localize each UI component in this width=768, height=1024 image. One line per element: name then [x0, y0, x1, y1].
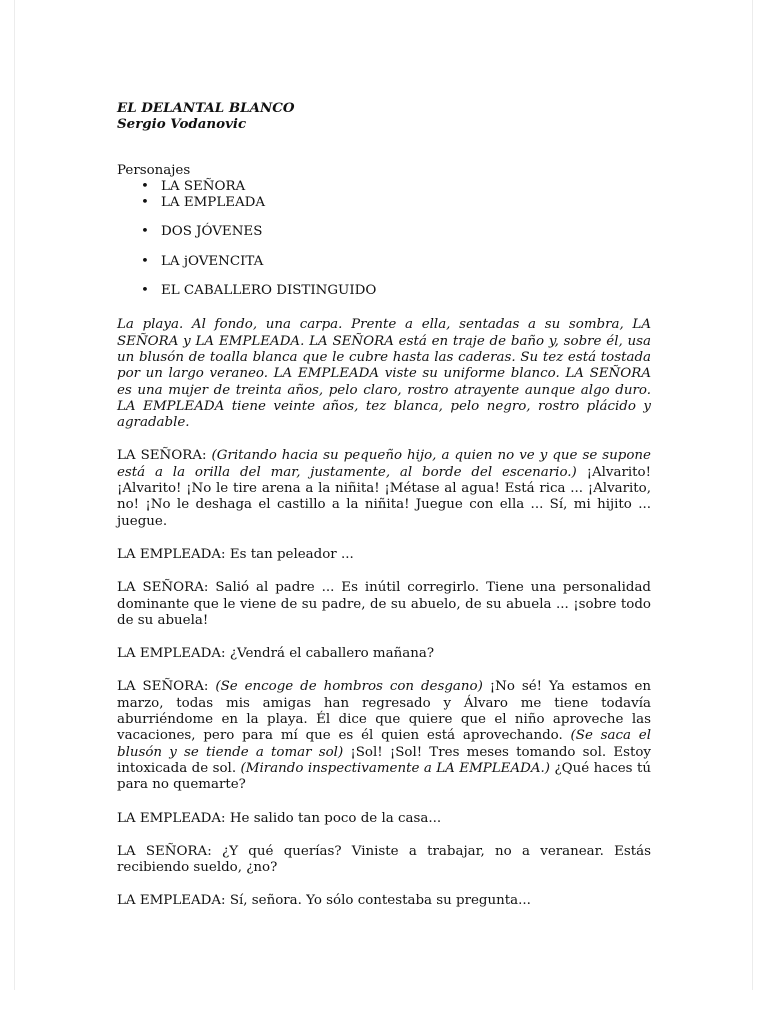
spoken-text: ¡Sol! ¡Sol! Tres meses tomando sol. Estoy intoxicada de sol. — [117, 744, 651, 776]
speaker-label: LA SEÑORA: — [117, 448, 207, 464]
spoken-text: He salido tan poco de la casa... — [225, 810, 442, 826]
dialogue-line — [117, 547, 651, 563]
dialogue-line — [117, 844, 651, 877]
spoken-text: ¡No sé! Ya estamos en marzo, todas mis amigas han regresado y Álvaro me tiene todavía aburriéndome en la playa. Él dice que quiere que el niño aproveche las vacaciones, pero para mí que es él quien está aprovechando. — [117, 679, 651, 744]
cast-heading: Personajes — [117, 162, 191, 178]
stage-direction: (Se saca el blusón y se tiende a tomar sol) — [117, 728, 652, 760]
speaker-label: LA EMPLEADA: — [117, 646, 226, 662]
spoken-text: Salió al padre ... Es inútil corregirlo. Tiene una personalidad dominante que le viene de su padre, de su abuelo, de su abuela ... ¡sobre todo de su abuela! — [117, 580, 652, 628]
spoken-text: Sí, señora. Yo sólo contestaba su pregunta... — [225, 893, 531, 909]
spoken-text: ¿Vendrá el caballero mañana? — [225, 646, 435, 662]
cast-item: • LA EMPLEADA — [161, 195, 651, 211]
speaker-label: LA EMPLEADA: — [117, 893, 226, 909]
dialogue — [117, 448, 651, 909]
stage-setting: La playa. Al fondo, una carpa. Prente a ella, sentadas a su sombra, LA SEÑORA y LA EMPLEADA. LA SEÑORA está en traje de baño y, sobre él, usa un blusón de toalla blanca que le cubre hasta las caderas. Su tez está tostada por un largo veraneo. LA EMPLEADA viste su uniforme blanco. LA SEÑORA es una mujer de treinta años, pelo claro, rostro atrayente aunque algo duro. LA EMPLEADA tiene veinte años, tez blanca, pelo negro, rostro plácido y agradable. — [117, 317, 651, 431]
page-edge-left — [14, 0, 15, 990]
spoken-text: ¡Alvarito! ¡Alvarito! ¡No le tire arena a la niñita! ¡Métase al agua! Está rica ... ¡Alvarito, no! ¡No le deshaga el castillo a la niñita! Juegue con ella ... Sí, mi hijito ... juegue. — [117, 464, 651, 529]
cast-item: • DOS JÓVENES — [161, 224, 651, 240]
spoken-text: ¿Qué haces tú para no quemarte? — [117, 760, 651, 793]
cast-item: • LA jOVENCITA — [161, 254, 651, 270]
speaker-label: LA SEÑORA: — [117, 679, 209, 695]
cast-list — [117, 179, 651, 299]
speaker-label: LA EMPLEADA: — [117, 546, 226, 562]
cast-item: • LA SEÑORA — [161, 179, 651, 195]
stage-direction: (Gritando hacia su pequeño hijo, a quien no ve y que se supone está a la orilla del mar, justamente, al borde del escenario.) — [117, 448, 651, 480]
document-author: Sergio Vodanovic — [117, 116, 247, 133]
dialogue-line — [117, 646, 651, 662]
document-title: EL DELANTAL BLANCO — [117, 100, 295, 116]
document-body — [117, 100, 651, 910]
dialogue-line — [117, 448, 651, 529]
spoken-text: Es tan peleador ... — [225, 546, 354, 562]
page-edge-right — [752, 0, 753, 990]
dialogue-line — [117, 893, 651, 909]
stage-direction: (Mirando inspectivamente a LA EMPLEADA.) — [236, 760, 551, 776]
dialogue-line — [117, 811, 651, 827]
speaker-label: LA SEÑORA: — [117, 843, 212, 859]
cast-item: • EL CABALLERO DISTINGUIDO — [161, 283, 651, 299]
speaker-label: LA SEÑORA: — [117, 580, 209, 596]
dialogue-line — [117, 679, 651, 793]
dialogue-line — [117, 580, 651, 629]
speaker-label: LA EMPLEADA: — [117, 810, 226, 826]
stage-direction: (Se encoge de hombros con desgano) — [208, 679, 483, 695]
spoken-text: ¿Y qué querías? Viniste a trabajar, no a veranear. Estás recibiendo sueldo, ¿no? — [117, 843, 651, 876]
